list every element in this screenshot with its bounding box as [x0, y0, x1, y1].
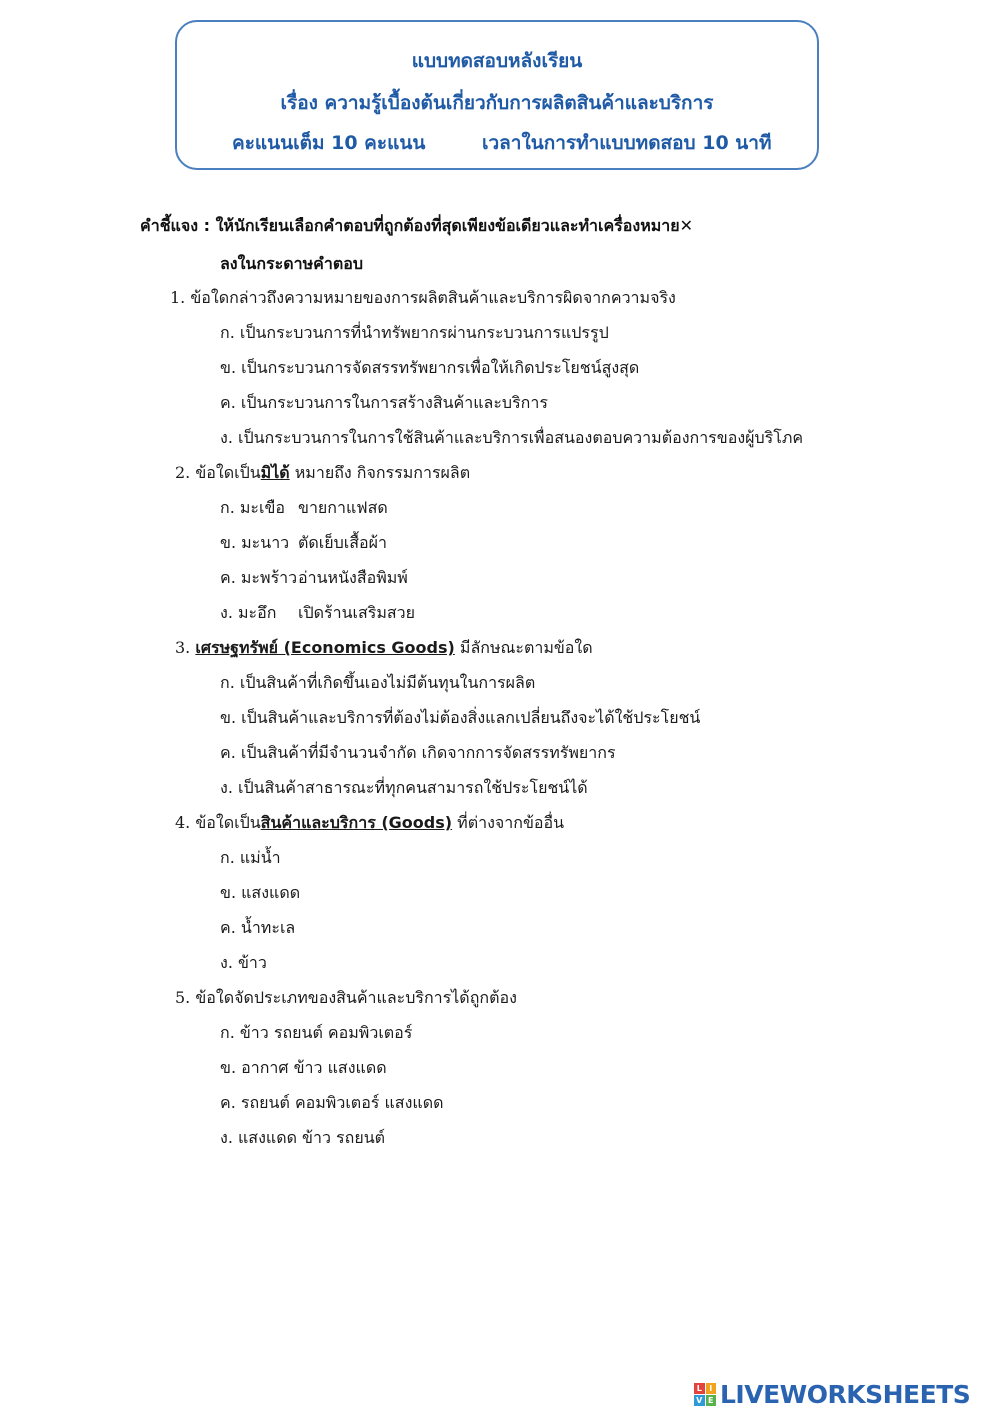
header-box [175, 20, 819, 170]
question-text: 1. ข้อใดกล่าวถึงความหมายของการผลิตสินค้าและบริการผิดจากความจริง [170, 288, 676, 307]
option-text: ง. ข้าว [220, 953, 267, 972]
cross-mark-icon: ✕ [679, 216, 694, 235]
answer-option [220, 531, 387, 556]
logo-text: LIVEWORKSHEETS [720, 1379, 971, 1409]
worksheet-subject: เรื่อง ความรู้เบื้องต้นเกี่ยวกับการผลิตสินค้าและบริการ [280, 92, 714, 114]
question-text: 5. ข้อใดจัดประเภทของสินค้าและบริการได้ถูกต้อง [175, 988, 517, 1007]
answer-option [220, 1091, 443, 1116]
option-text: ข. เป็นสินค้าและบริการที่ต้องไม่ต้องสิ่งแลกเปลี่ยนถึงจะได้ใช้ประโยชน์ [220, 708, 701, 727]
logo-icon [694, 1383, 716, 1405]
option-text: ก. มะเขือ [220, 498, 286, 517]
question-stem [175, 461, 470, 486]
question-stem [175, 811, 564, 836]
liveworksheets-logo [694, 1378, 994, 1410]
answer-option [220, 496, 388, 521]
answer-option [220, 321, 609, 346]
option-text: ข. เป็นกระบวนการจัดสรรทรัพยากรเพื่อให้เกิดประโยชน์สูงสุด [220, 358, 640, 377]
answer-option [220, 776, 588, 801]
logo-letter: I [706, 1383, 717, 1394]
option-text: ค. น้ำทะเล [220, 918, 296, 937]
option-text: ง. มะอึก [220, 603, 277, 622]
logo-letter: V [694, 1395, 705, 1406]
full-score: คะแนนเต็ม 10 คะแนน [232, 132, 426, 154]
option-text: ค. เป็นสินค้าที่มีจำนวนจำกัด เกิดจากการจัดสรรทรัพยากร [220, 743, 616, 762]
option-text: ง. แสงแดด ข้าว รถยนต์ [220, 1128, 386, 1147]
option-text: ก. ข้าว รถยนต์ คอมพิวเตอร์ [220, 1023, 413, 1042]
option-text: ค. มะพร้าว [220, 568, 298, 587]
question-stem [175, 986, 517, 1011]
answer-option [220, 1021, 412, 1046]
question-text-end: ที่ต่างจากข้ออื่น [452, 813, 565, 832]
question-text-end: มีลักษณะตามข้อใด [454, 638, 593, 657]
option-text: ง. เป็นสินค้าสาธารณะที่ทุกคนสามารถใช้ประโยชน์ได้ [220, 778, 588, 797]
option-text: ค. รถยนต์ คอมพิวเตอร์ แสงแดด [220, 1093, 444, 1112]
logo-letter: E [706, 1395, 717, 1406]
time-limit: เวลาในการทำแบบทดสอบ 10 นาที [482, 132, 772, 154]
option-text: ข. อากาศ ข้าว แสงแดด [220, 1058, 387, 1077]
question-stem [170, 286, 676, 311]
question-emphasis: มิได้ [260, 463, 290, 482]
answer-option [220, 881, 300, 906]
answer-option [220, 1126, 385, 1151]
option-text: ก. เป็นสินค้าที่เกิดขึ้นเองไม่มีต้นทุนในการผลิต [220, 673, 536, 692]
option-text: ก. แม่น้ำ [220, 848, 281, 867]
answer-option [220, 951, 267, 976]
option-text: ข. แสงแดด [220, 883, 301, 902]
option-text: ข. มะนาว [220, 533, 290, 552]
instructions-line-1 [140, 214, 693, 239]
answer-option [220, 1056, 387, 1081]
answer-option [220, 356, 639, 381]
instructions-line-2: ลงในกระดาษคำตอบ [220, 254, 364, 273]
worksheet-title: แบบทดสอบหลังเรียน [411, 50, 583, 72]
option-text: ง. เป็นกระบวนการในการใช้สินค้าและบริการเพื่อสนองตอบความต้องการของผู้บริโภค [220, 428, 804, 447]
question-text-end: หมายถึง กิจกรรมการผลิต [289, 463, 471, 482]
option-activity: ขายกาแฟสด [298, 498, 388, 517]
question-text: 4. ข้อใดเป็น [175, 813, 261, 832]
answer-option [220, 706, 700, 731]
option-activity: เปิดร้านเสริมสวย [298, 603, 416, 622]
instructions-text: คำชี้แจง : ให้นักเรียนเลือกคำตอบที่ถูกต้องที่สุดเพียงข้อเดียวและทำเครื่องหมาย [140, 216, 680, 235]
question-emphasis: เศรษฐทรัพย์ (Economics Goods) [195, 638, 455, 657]
option-text: ค. เป็นกระบวนการในการสร้างสินค้าและบริการ [220, 393, 548, 412]
question-stem [175, 636, 593, 661]
question-emphasis: สินค้าและบริการ (Goods) [260, 813, 453, 832]
answer-option [220, 671, 535, 696]
option-text: ก. เป็นกระบวนการที่นำทรัพยากรผ่านกระบวนการแปรรูป [220, 323, 609, 342]
answer-option [220, 741, 616, 766]
answer-option [220, 601, 415, 626]
question-text: 2. ข้อใดเป็น [175, 463, 261, 482]
answer-option [220, 426, 803, 451]
option-activity: อ่านหนังสือพิมพ์ [298, 568, 408, 587]
option-activity: ตัดเย็บเสื้อผ้า [298, 533, 387, 552]
answer-option [220, 391, 548, 416]
answer-option [220, 566, 408, 591]
question-text: 3. [175, 638, 196, 657]
answer-option [220, 916, 295, 941]
logo-letter: L [694, 1383, 705, 1394]
answer-option [220, 846, 281, 871]
